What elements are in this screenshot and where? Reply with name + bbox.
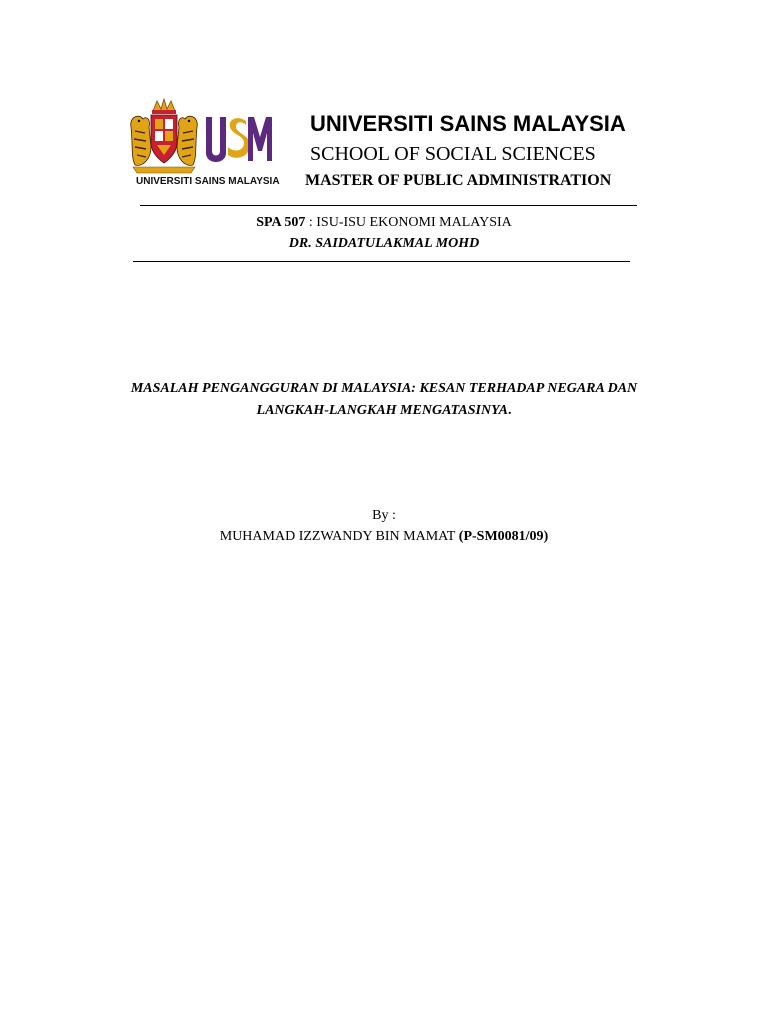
usm-monogram-icon [204,111,274,171]
header-divider [140,205,637,206]
by-label: By : [372,508,396,523]
author-name: MUHAMAD IZZWANDY BIN MAMAT [219,529,456,544]
school-name: SCHOOL OF SOCIAL SCIENCES [310,143,596,165]
matric-open: ( [455,529,464,544]
course-divider [133,261,630,262]
matric-number: P-SM0081/09 [463,529,544,544]
course-name: ISU-ISU EKONOMI MALAYSIA [316,215,512,230]
usm-crest-icon [125,97,203,175]
author-line [0,529,768,545]
title-line-1: MASALAH PENGANGGURAN DI MALAYSIA: KESAN TERHADAP NEGARA DAN [130,381,638,396]
university-logo [125,97,285,193]
lecturer-name: DR. SAIDATULAKMAL MOHD [288,236,480,251]
assignment-title [90,378,678,422]
matric-close: ) [543,529,549,544]
course-code: SPA 507 [256,215,306,230]
title-line-2 [90,400,678,422]
university-name: UNIVERSITI SAINS MALAYSIA [310,111,626,136]
logo-caption: UNIVERSITI SAINS MALAYSIA [136,176,280,187]
program-name: MASTER OF PUBLIC ADMINISTRATION [305,172,612,189]
course-info [0,215,768,231]
course-separator: : [305,215,317,230]
title-line-2-text: LANGKAH-LANGKAH MENGATASINYA [256,403,508,418]
title-end: . [507,403,512,418]
